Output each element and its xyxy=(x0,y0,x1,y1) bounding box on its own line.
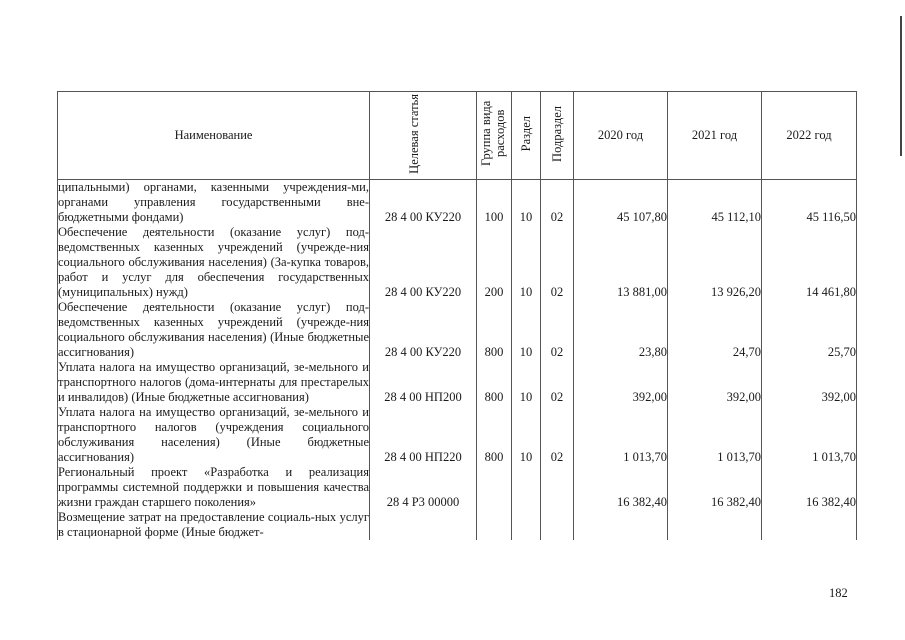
row-expense-group: 100 xyxy=(477,180,512,226)
row-subsection: 02 xyxy=(541,405,574,465)
row-value-2021: 392,00 xyxy=(668,360,762,405)
header-section: Раздел xyxy=(512,92,541,180)
header-target-article: Целевая статья xyxy=(370,92,477,180)
row-name: Уплата налога на имущество организаций, зе-мельного и транспортного налогов (дома-интернаты для престарелых и инвалидов) (Иные бюджетные ассигнования) xyxy=(58,360,369,404)
table-row xyxy=(58,300,857,360)
row-subsection xyxy=(541,510,574,540)
row-value-2022: 45 116,50 xyxy=(762,180,857,226)
row-subsection: 02 xyxy=(541,180,574,226)
row-subsection: 02 xyxy=(541,360,574,405)
row-target-article: 28 4 Р3 00000 xyxy=(370,465,477,510)
row-value-2022: 14 461,80 xyxy=(762,225,857,300)
table-row xyxy=(58,225,857,300)
row-target-article: 28 4 00 НП220 xyxy=(370,405,477,465)
row-value-2021: 13 926,20 xyxy=(668,225,762,300)
table-row xyxy=(58,360,857,405)
row-section xyxy=(512,510,541,540)
header-expense-group: Группа вида расходов xyxy=(477,92,512,180)
row-section xyxy=(512,465,541,510)
row-value-2021: 16 382,40 xyxy=(668,465,762,510)
row-value-2021: 1 013,70 xyxy=(668,405,762,465)
header-year-2021: 2021 год xyxy=(668,92,762,180)
header-year-2020: 2020 год xyxy=(574,92,668,180)
row-value-2021 xyxy=(668,510,762,540)
row-expense-group xyxy=(477,465,512,510)
row-value-2022: 25,70 xyxy=(762,300,857,360)
header-year-2022: 2022 год xyxy=(762,92,857,180)
row-section: 10 xyxy=(512,405,541,465)
row-name: Обеспечение деятельности (оказание услуг) под-ведомственных казенных учреждений (учрежде-ния социального обслуживания населения) (Иные бюджетные ассигнования) xyxy=(58,300,369,359)
row-value-2022: 1 013,70 xyxy=(762,405,857,465)
row-expense-group: 200 xyxy=(477,225,512,300)
table-row xyxy=(58,180,857,226)
row-subsection: 02 xyxy=(541,300,574,360)
row-target-article: 28 4 00 КУ220 xyxy=(370,180,477,226)
row-target-article: 28 4 00 КУ220 xyxy=(370,300,477,360)
row-expense-group: 800 xyxy=(477,360,512,405)
row-target-article: 28 4 00 КУ220 xyxy=(370,225,477,300)
table-row xyxy=(58,510,857,540)
row-value-2020 xyxy=(574,510,668,540)
row-value-2022: 16 382,40 xyxy=(762,465,857,510)
page-edge-line xyxy=(900,16,902,156)
row-name: Обеспечение деятельности (оказание услуг) под-ведомственных казенных учреждений (учрежде-ния социального обслуживания населения) (За-купка товаров, работ и услуг для обеспечения государственных (муниципальных) нужд) xyxy=(58,225,369,299)
row-section: 10 xyxy=(512,300,541,360)
row-subsection xyxy=(541,465,574,510)
row-name: Уплата налога на имущество организаций, зе-мельного и транспортного налогов (учреждения социального обслуживания населения) (Иные бюджетные ассигнования) xyxy=(58,405,369,464)
row-name: Возмещение затрат на предоставление социаль-ных услуг в стационарной форме (Иные бюджет- xyxy=(58,510,369,539)
table-row xyxy=(58,465,857,510)
row-subsection: 02 xyxy=(541,225,574,300)
row-expense-group: 800 xyxy=(477,300,512,360)
row-value-2020: 392,00 xyxy=(574,360,668,405)
table-header-row xyxy=(58,92,857,180)
row-value-2020: 16 382,40 xyxy=(574,465,668,510)
row-section: 10 xyxy=(512,180,541,226)
row-section: 10 xyxy=(512,225,541,300)
row-value-2021: 24,70 xyxy=(668,300,762,360)
row-name: Региональный проект «Разработка и реализация программы системной поддержки и повышения качества жизни граждан старшего поколения» xyxy=(58,465,369,509)
table-row xyxy=(58,405,857,465)
row-expense-group: 800 xyxy=(477,405,512,465)
row-target-article: 28 4 00 НП200 xyxy=(370,360,477,405)
row-value-2020: 23,80 xyxy=(574,300,668,360)
header-name: Наименование xyxy=(58,92,370,180)
row-section: 10 xyxy=(512,360,541,405)
row-expense-group xyxy=(477,510,512,540)
row-target-article xyxy=(370,510,477,540)
row-value-2022 xyxy=(762,510,857,540)
budget-table xyxy=(57,91,857,540)
row-name: ципальными) органами, казенными учреждения-ми, органами управления государственными вне-бюджетными фондами) xyxy=(58,180,369,224)
header-subsection: Подраздел xyxy=(541,92,574,180)
row-value-2022: 392,00 xyxy=(762,360,857,405)
page-number: 182 xyxy=(829,586,848,600)
row-value-2020: 13 881,00 xyxy=(574,225,668,300)
row-value-2020: 45 107,80 xyxy=(574,180,668,226)
row-value-2021: 45 112,10 xyxy=(668,180,762,226)
row-value-2020: 1 013,70 xyxy=(574,405,668,465)
